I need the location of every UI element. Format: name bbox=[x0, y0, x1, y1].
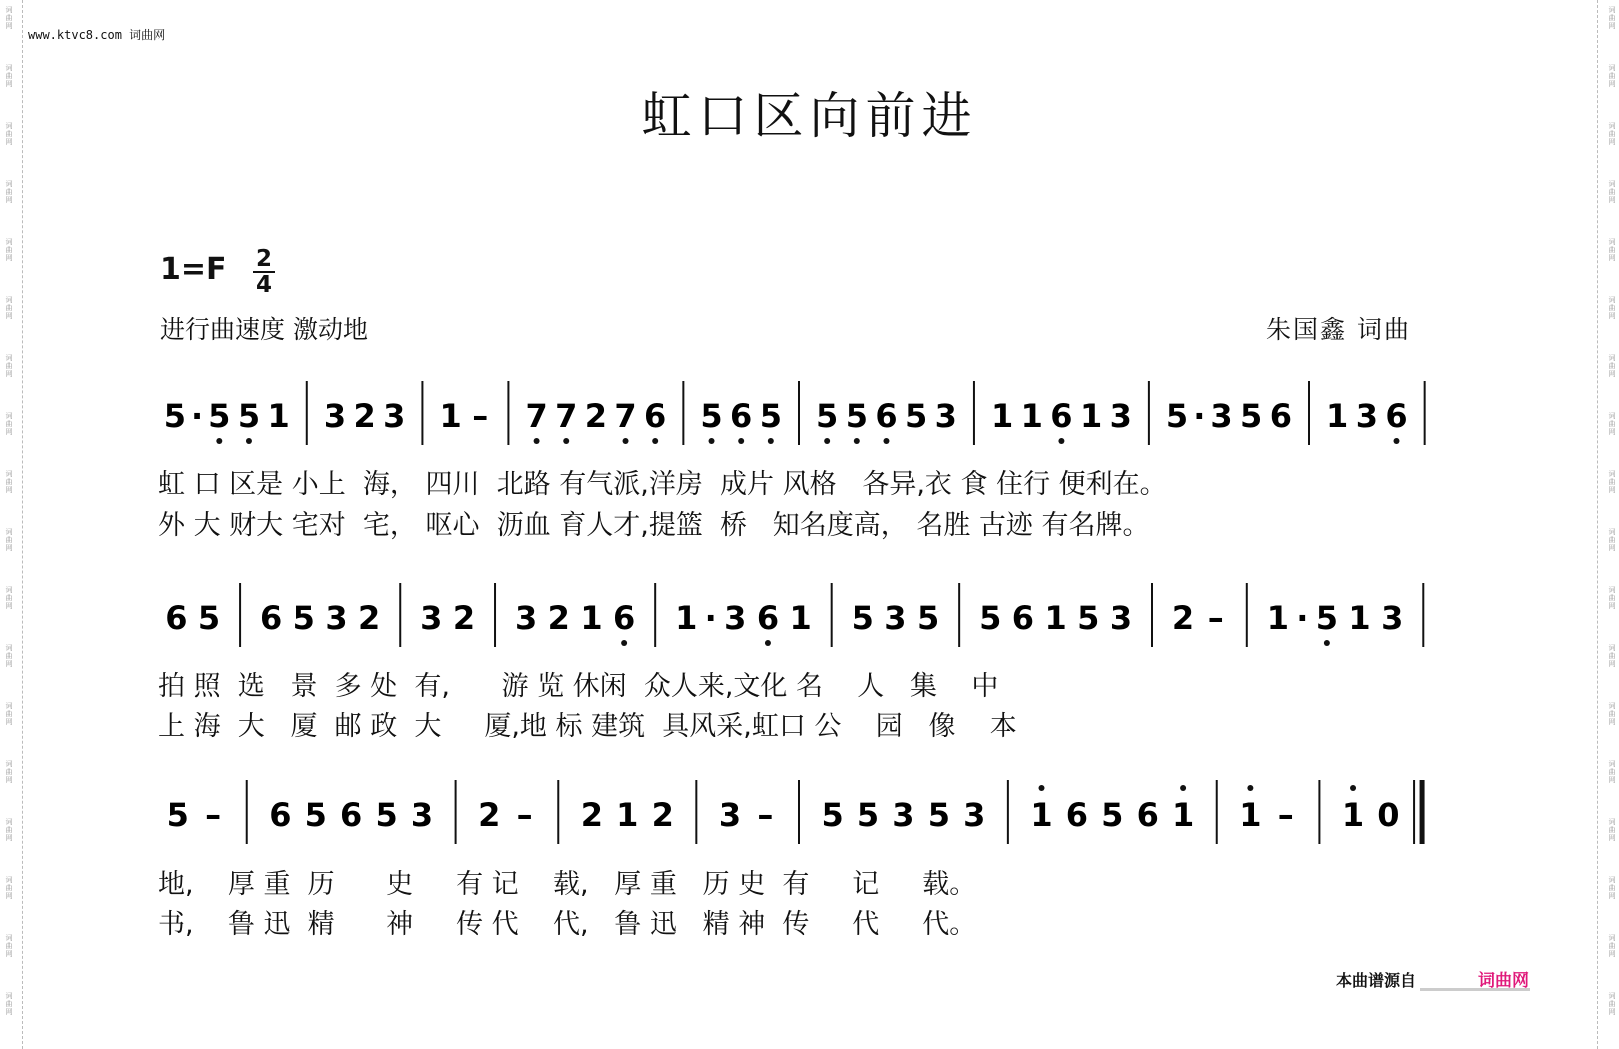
high-octave-dot bbox=[1039, 785, 1045, 791]
tempo-marking: 进行曲速度 激动地 bbox=[160, 315, 368, 344]
note: · bbox=[1296, 599, 1309, 637]
note: 5 bbox=[1077, 599, 1100, 637]
site-url: www.ktvc8.com 词曲网 bbox=[28, 28, 166, 42]
note: 1 bbox=[1044, 599, 1067, 637]
note: 5 bbox=[208, 397, 231, 435]
side-watermark-text: 词 曲 网 bbox=[5, 180, 13, 204]
note: – bbox=[1277, 796, 1294, 834]
note: 1 bbox=[1020, 397, 1043, 435]
footer-brand: 词曲网 bbox=[1478, 971, 1529, 991]
note: 3 bbox=[383, 397, 406, 435]
lyric-line: 书, 鲁 迅 精 神 传 代 代, 鲁 迅 精 神 传 代 代。 bbox=[158, 909, 977, 940]
note: 1 bbox=[1030, 796, 1053, 834]
note: · bbox=[704, 599, 717, 637]
note: 5 bbox=[166, 796, 189, 834]
note: 5 bbox=[163, 397, 186, 435]
note: 6 bbox=[613, 599, 636, 637]
note: 5 bbox=[197, 599, 221, 637]
low-octave-dot bbox=[824, 438, 830, 444]
low-octave-dot bbox=[854, 438, 860, 444]
side-watermark-text: 词 曲 网 bbox=[1608, 702, 1616, 726]
side-watermark-text: 词 曲 网 bbox=[5, 6, 13, 30]
footer-source: 本曲谱源自 bbox=[1336, 971, 1417, 990]
lyric-line: 外 大 财大 宅对 宅， 呕心 沥血 育人才,提篮 桥 知名度高， 名胜 古迹 有名牌。 bbox=[158, 510, 1150, 541]
note: 2 bbox=[1171, 599, 1195, 637]
note: 3 bbox=[892, 796, 915, 834]
side-watermark-text: 词 曲 网 bbox=[1608, 760, 1616, 784]
side-watermark-text: 词 曲 网 bbox=[5, 354, 13, 378]
high-octave-dot bbox=[1180, 785, 1186, 791]
note: 3 bbox=[963, 796, 986, 834]
side-watermark-text: 词 曲 网 bbox=[1608, 528, 1616, 552]
side-watermark-text: 词 曲 网 bbox=[5, 644, 13, 668]
side-watermark-text: 词 曲 网 bbox=[1608, 180, 1616, 204]
side-watermark-text: 词 曲 网 bbox=[1608, 412, 1616, 436]
note: 5 bbox=[1315, 599, 1339, 637]
side-watermark-text: 词 曲 网 bbox=[5, 470, 13, 494]
note: 1 bbox=[1341, 796, 1365, 834]
side-watermark-text: 词 曲 网 bbox=[1608, 354, 1616, 378]
side-watermark-text: 词 曲 网 bbox=[1608, 238, 1616, 262]
side-watermark-text: 词 曲 网 bbox=[1608, 586, 1616, 610]
note: · bbox=[190, 397, 204, 435]
low-octave-dot bbox=[623, 438, 629, 444]
side-watermark-text: 词 曲 网 bbox=[1608, 992, 1616, 1016]
note: 2 bbox=[547, 599, 570, 637]
note: – bbox=[205, 796, 222, 834]
note: 3 bbox=[1355, 397, 1378, 435]
note: 1 bbox=[789, 599, 812, 637]
low-octave-dot bbox=[1393, 438, 1399, 444]
note: 1 bbox=[675, 599, 698, 637]
note: 2 bbox=[358, 599, 381, 637]
note: 1 bbox=[1326, 397, 1349, 435]
key-signature: 1=F bbox=[160, 252, 227, 287]
note: 2 bbox=[584, 397, 608, 435]
note: 6 bbox=[1065, 796, 1089, 834]
note: 1 bbox=[1266, 599, 1289, 637]
note: 1 bbox=[439, 397, 462, 435]
note: 5 bbox=[304, 796, 327, 834]
side-watermark-text: 词 曲 网 bbox=[5, 586, 13, 610]
note: 5 bbox=[292, 599, 315, 637]
side-watermark-text: 词 曲 网 bbox=[1608, 296, 1616, 320]
note: 5 bbox=[979, 599, 1002, 637]
note: 1 bbox=[1079, 397, 1103, 435]
low-octave-dot bbox=[621, 640, 627, 646]
note: 3 bbox=[1109, 599, 1133, 637]
low-octave-dot bbox=[534, 438, 540, 444]
side-watermark-text: 词 曲 网 bbox=[1608, 644, 1616, 668]
side-watermark-text: 词 曲 网 bbox=[1608, 64, 1616, 88]
note: 1 bbox=[990, 397, 1014, 435]
side-watermark-text: 词 曲 网 bbox=[5, 876, 13, 900]
side-watermark-text: 词 曲 网 bbox=[5, 702, 13, 726]
note: 3 bbox=[1381, 599, 1404, 637]
low-octave-dot bbox=[709, 438, 715, 444]
note: 1 bbox=[267, 397, 290, 435]
note: 5 bbox=[821, 796, 844, 834]
time-signature-bottom: 4 bbox=[255, 272, 272, 298]
note: 6 bbox=[875, 397, 898, 435]
note: 5 bbox=[856, 796, 880, 834]
note: 3 bbox=[410, 796, 434, 834]
note: 6 bbox=[1385, 397, 1408, 435]
note: 2 bbox=[478, 796, 501, 834]
note: – bbox=[1207, 599, 1224, 637]
low-octave-dot bbox=[765, 640, 771, 646]
note: 3 bbox=[1210, 397, 1233, 435]
note: 7 bbox=[555, 397, 578, 435]
note: 5 bbox=[759, 397, 782, 435]
note: 0 bbox=[1377, 796, 1400, 834]
song-title: 虹口区向前进 bbox=[641, 87, 978, 145]
side-watermark-text: 词 曲 网 bbox=[1608, 122, 1616, 146]
note: 5 bbox=[700, 397, 723, 435]
note: 3 bbox=[325, 599, 348, 637]
side-watermark-text: 词 曲 网 bbox=[1608, 6, 1616, 30]
note: 5 bbox=[927, 796, 950, 834]
note: 5 bbox=[375, 796, 398, 834]
low-octave-dot bbox=[563, 438, 569, 444]
note: 6 bbox=[644, 397, 667, 435]
side-watermark-text: 词 曲 网 bbox=[1608, 876, 1616, 900]
note: 5 bbox=[904, 397, 928, 435]
side-watermark-text: 词 曲 网 bbox=[5, 528, 13, 552]
note: 5 bbox=[845, 397, 868, 435]
low-octave-dot bbox=[883, 438, 889, 444]
note: 6 bbox=[340, 796, 363, 834]
note: 3 bbox=[724, 599, 747, 637]
note: 1 bbox=[580, 599, 603, 637]
time-signature-top: 2 bbox=[255, 246, 272, 272]
note: 5 bbox=[1240, 397, 1263, 435]
note: 3 bbox=[884, 599, 907, 637]
side-watermark-text: 词 曲 网 bbox=[5, 238, 13, 262]
note: 3 bbox=[934, 397, 957, 435]
note: 6 bbox=[730, 397, 753, 435]
note: 3 bbox=[323, 397, 347, 435]
low-octave-dot bbox=[1324, 640, 1330, 646]
low-octave-dot bbox=[216, 438, 222, 444]
note: 2 bbox=[353, 397, 376, 435]
lyric-line: 上 海 大 厦 邮 政 大 厦,地 标 建筑 具风采,虹口 公 园 像 本 bbox=[158, 711, 1017, 742]
high-octave-dot bbox=[1350, 785, 1356, 791]
composer-credit: 朱国鑫 词曲 bbox=[1266, 315, 1411, 344]
side-watermark-text: 词 曲 网 bbox=[1608, 818, 1616, 842]
lyric-line: 虹 口 区是 小上 海， 四川 北路 有气派,洋房 成片 风格 各异,衣 食 住行 便利在。 bbox=[158, 469, 1167, 500]
note: 1 bbox=[1239, 796, 1262, 834]
note: 5 bbox=[851, 599, 874, 637]
note: – bbox=[516, 796, 533, 834]
lyric-line: 地, 厚 重 历 史 有 记 载, 厚 重 历 史 有 记 载。 bbox=[158, 869, 977, 900]
low-octave-dot bbox=[246, 438, 252, 444]
note: 1 bbox=[616, 796, 639, 834]
side-watermark-text: 词 曲 网 bbox=[5, 760, 13, 784]
lyric-line: 拍 照 选 景 多 处 有, 游 览 休闲 众人来,文化 名 人 集 中 bbox=[158, 671, 999, 702]
side-watermark-text: 词 曲 网 bbox=[5, 122, 13, 146]
note: 5 bbox=[237, 397, 261, 435]
note: 3 bbox=[514, 599, 538, 637]
note: 6 bbox=[259, 599, 283, 637]
side-watermark-text: 词 曲 网 bbox=[5, 934, 13, 958]
note: 6 bbox=[1011, 599, 1035, 637]
note: 5 bbox=[816, 397, 839, 435]
side-watermark-text: 词 曲 网 bbox=[5, 818, 13, 842]
note: 6 bbox=[165, 599, 188, 637]
note: – bbox=[472, 397, 489, 435]
side-watermark-text: 词 曲 网 bbox=[5, 992, 13, 1016]
note: 6 bbox=[1269, 397, 1292, 435]
note: 3 bbox=[718, 796, 742, 834]
side-watermark-text: 词 曲 网 bbox=[5, 296, 13, 320]
note: 6 bbox=[269, 796, 292, 834]
side-watermark-text: 词 曲 网 bbox=[1608, 470, 1616, 494]
note: 7 bbox=[614, 397, 637, 435]
side-watermark-text: 词 曲 网 bbox=[5, 64, 13, 88]
note: · bbox=[1193, 397, 1206, 435]
note: 2 bbox=[651, 796, 674, 834]
side-watermark-text: 词 曲 网 bbox=[5, 412, 13, 436]
note: 5 bbox=[916, 599, 940, 637]
low-octave-dot bbox=[652, 438, 658, 444]
high-octave-dot bbox=[1247, 785, 1253, 791]
note: 1 bbox=[1171, 796, 1195, 834]
note: 6 bbox=[756, 599, 780, 637]
low-octave-dot bbox=[738, 438, 744, 444]
note: 2 bbox=[580, 796, 604, 834]
low-octave-dot bbox=[768, 438, 774, 444]
note: 5 bbox=[1165, 397, 1189, 435]
note: 3 bbox=[420, 599, 443, 637]
side-watermark-text: 词 曲 网 bbox=[1608, 934, 1616, 958]
note: 3 bbox=[1109, 397, 1132, 435]
note: 7 bbox=[525, 397, 548, 435]
note: 1 bbox=[1348, 599, 1371, 637]
note: 6 bbox=[1050, 397, 1073, 435]
note: 5 bbox=[1101, 796, 1124, 834]
note: 2 bbox=[452, 599, 476, 637]
note: 6 bbox=[1136, 796, 1159, 834]
low-octave-dot bbox=[1058, 438, 1064, 444]
note: – bbox=[757, 796, 774, 834]
